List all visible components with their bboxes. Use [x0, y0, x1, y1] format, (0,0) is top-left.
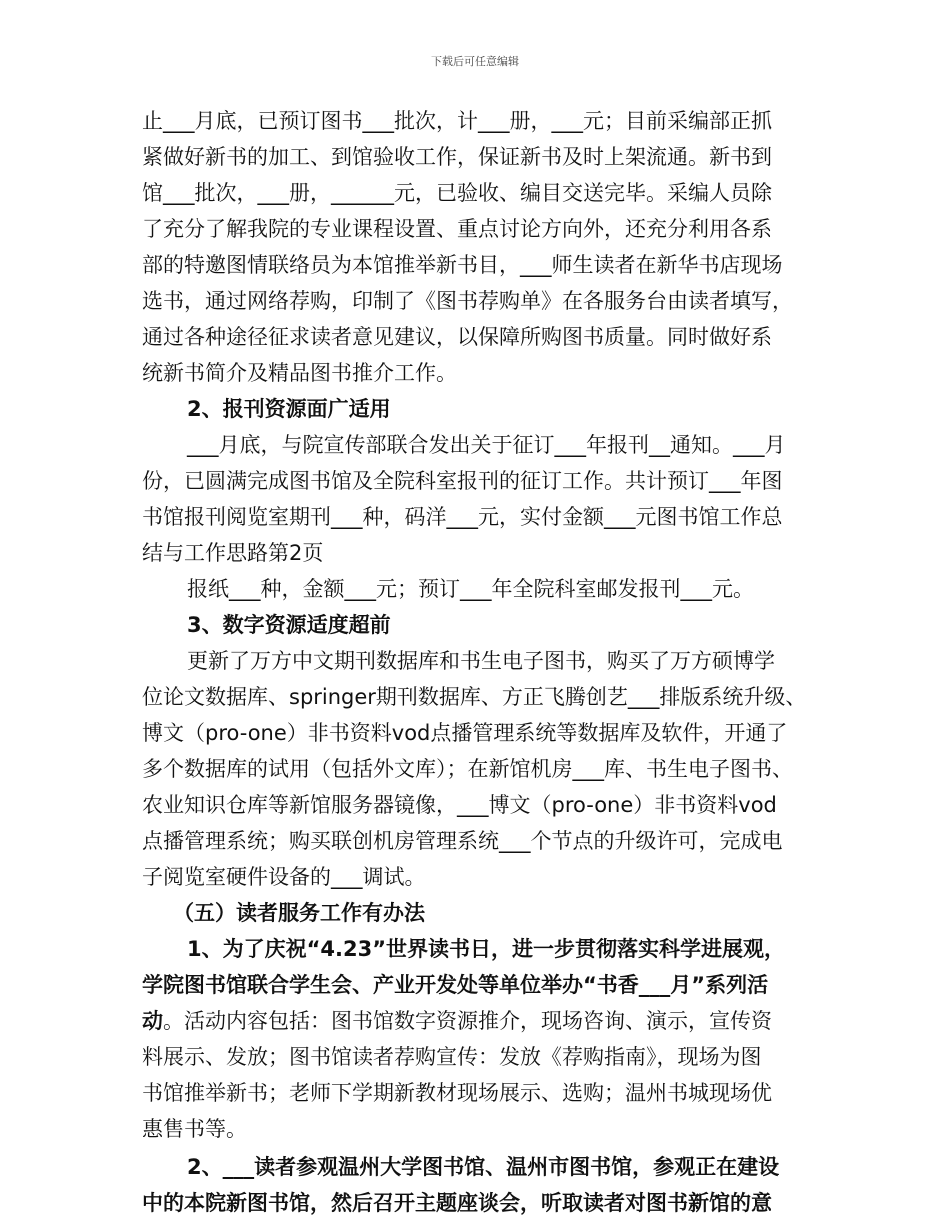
section-heading: 3、数字资源适度超前	[187, 613, 391, 637]
text-line: 中的本院新图书馆，然后召开主题座谈会，听取读者对图书新馆的意	[142, 1191, 772, 1215]
text-line: 份，已圆满完成图书馆及全院科室报刊的征订工作。共计预订___年图	[142, 469, 783, 493]
text-line: 农业知识仓库等新馆服务器镜像，___博文（pro-one）非书资料vod	[142, 793, 777, 817]
text-line: 博文（pro-one）非书资料vod点播管理系统等数据库及软件，开通了	[142, 721, 788, 745]
text-line: 子阅览室硬件设备的___调试。	[142, 865, 426, 889]
text-line: 通过各种途径征求读者意见建议，以保障所购图书质量。同时做好系	[142, 325, 772, 349]
text-line: 统新书简介及精品图书推介工作。	[142, 361, 457, 385]
text-line: 料展示、发放；图书馆读者荐购宣传：发放《荐购指南》，现场为图	[142, 1045, 762, 1069]
text-line: 书馆推举新书；老师下学期新教材现场展示、选购；温州书城现场优	[142, 1081, 772, 1105]
text-line: 学院图书馆联合学生会、产业开发处等单位举办“书香___月”系列活	[142, 973, 769, 997]
text-line: 位论文数据库、springer期刊数据库、方正飞腾创艺___排版系统升级、	[142, 685, 807, 709]
text-line: 更新了万方中文期刊数据库和书生电子图书，购买了万方硕博学	[187, 649, 775, 673]
text-line: 1、为了庆祝“4.23”世界读书日，进一步贯彻落实科学进展观，	[187, 937, 786, 961]
text-line: 报纸___种，金额___元；预订___年全院科室邮发报刊___元。	[187, 577, 754, 601]
text-line: 了充分了解我院的专业课程设置、重点讨论方向外，还充分利用各系	[142, 217, 772, 241]
text-line: 馆___批次，___册，______元，已验收、编目交送完毕。采编人员除	[142, 181, 772, 205]
text-line: 选书，通过网络荐购，印制了《图书荐购单》在各服务台由读者填写，	[142, 289, 793, 313]
text-line: 惠售书等。	[142, 1117, 247, 1141]
text-line	[142, 1006, 772, 1036]
bold-fragment: 动	[142, 1009, 163, 1033]
text-line: 紧做好新书的加工、到馆验收工作，保证新书及时上架流通。新书到	[142, 145, 772, 169]
section-heading: 2、报刊资源面广适用	[187, 397, 391, 421]
text-line: 书馆报刊阅览室期刊___种，码洋___元，实付金额___元图书馆工作总	[142, 505, 783, 529]
text-line: 多个数据库的试用（包括外文库）；在新馆机房___库、书生电子图书、	[142, 757, 793, 781]
text-line: 点播管理系统；购买联创机房管理系统___个节点的升级许可，完成电	[142, 829, 783, 853]
section-heading: （五）读者服务工作有办法	[173, 901, 425, 925]
text-line: 部的特邀图情联络员为本馆推举新书目，___师生读者在新华书店现场	[142, 253, 783, 277]
text-line: 止___月底，已预订图书___批次，计___册，___元；目前采编部正抓	[142, 109, 772, 133]
text-line: ___月底，与院宣传部联合发出关于征订___年报刊__通知。___月	[187, 433, 786, 457]
text-line: 结与工作思路第2页	[142, 541, 324, 565]
text-line: 2、___读者参观温州大学图书馆、温州市图书馆，参观正在建设	[187, 1155, 780, 1179]
page-header: 下载后可任意编辑	[431, 55, 519, 68]
text-fragment: 。活动内容包括：图书馆数字资源推介，现场咨询、演示，宣传资	[163, 1009, 772, 1033]
